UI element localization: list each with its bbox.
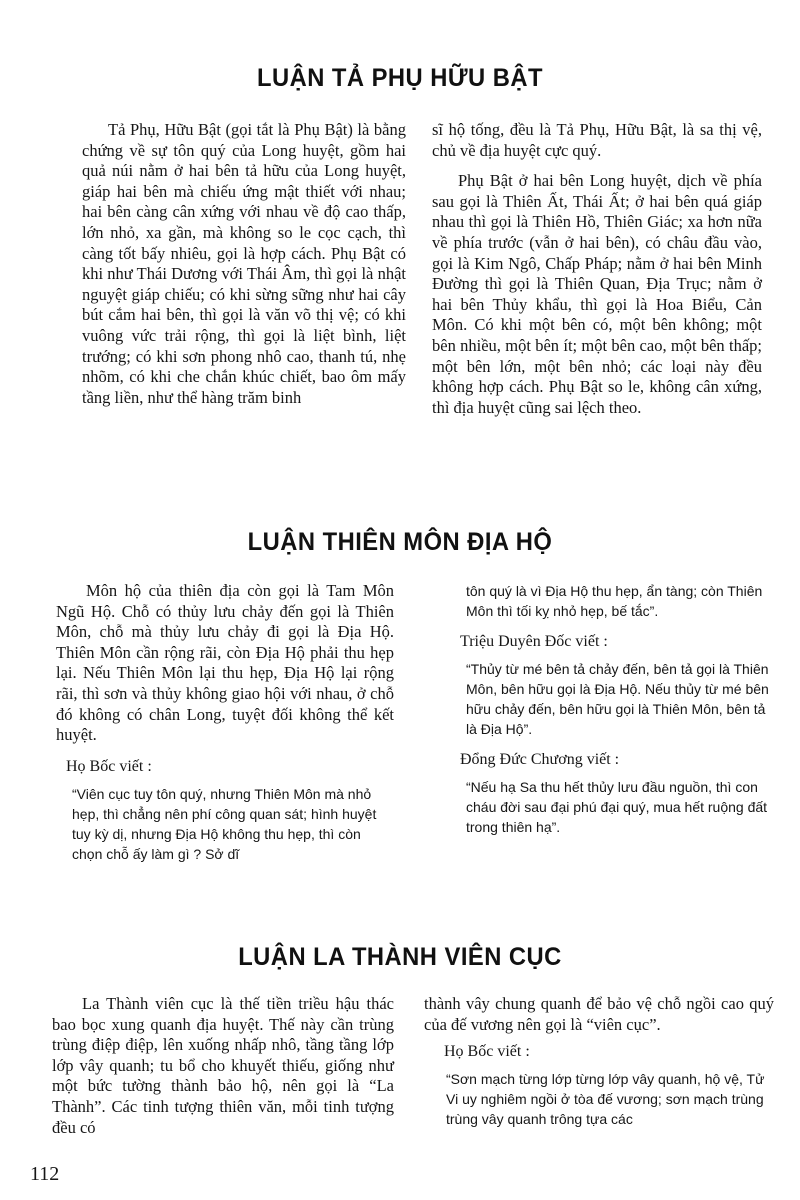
quote: “Viên cục tuy tôn quý, nhưng Thiên Môn mà nhỏ hẹp, thì chẳng nên phí công quan sát; hình huyệt tuy kỳ dị, nhưng Địa Hộ không thu hẹp, thì còn chọn chỗ ấy làm gì ? Sở dĩ xyxy=(72,785,377,862)
left-column xyxy=(56,581,394,864)
paragraph: Phụ Bật ở hai bên Long huyệt, dịch về phía sau gọi là Thiên Ất, Thái Ất; ở hai bên quá giáp nhau thì gọi là Thiên Hồ, Thiên Giác; xa hơn nữa về phía trước (vẫn ở hai bên), có châu đầu vào, gọi là Kim Ngô, Chấp Pháp; nằm ở hai bên Minh Đường thì gọi là Thiên Quan, Địa Trục; nằm ở hai bên Thủy khẩu, thì gọi là Hoa Biểu, Cản Môn. Có khi một bên có, một bên không; một bên nhiều, một bên ít; một bên cao, một bên thấp; một bên lớn, một bên nhỏ; các loại này đều không hợp cách. Phụ Bật so le, không cân xứng, thì địa huyệt cũng sai lệch theo. xyxy=(432,171,762,417)
section-title: LUẬN LA THÀNH VIÊN CỤC xyxy=(238,943,562,971)
section-title: LUẬN THIÊN MÔN ĐỊA HỘ xyxy=(247,528,553,556)
quote-author: Họ Bốc viết : xyxy=(66,757,152,775)
paragraph: thành vây chung quanh để bảo vệ chỗ ngồi cao quý của đế vương nên gọi là “viên cục”. xyxy=(424,994,774,1034)
paragraph: Tả Phụ, Hữu Bật (gọi tắt là Phụ Bật) là bằng chứng về sự tôn quý của Long huyệt, gồm hai quả núi nằm ở hai bên tả hữu của Long huyệt, giáp hai bên mà chiếu ứng mật thiết với nhau; hai bên càng cân xứng với nhau về độ cao thấp, lớn nhỏ, xa gần, mà không so le cọc cạch, thì càng tốt bấy nhiêu, gọi là hợp cách. Phụ Bật có khi như Thái Dương với Thái Âm, thì gọi là nhật nguyệt giáp chiếu; có khi sừng sững như hai cây bút cắm hai bên, thì gọi là văn võ thị vệ; có khi vuông vức trải rộng, thì gọi là liệt bình, liệt trướng; có khi sơn phong nhô cao, thanh tú, nhẹ nhõm, có khi che chắn khúc chiết, bao ôm mấy tầng liền, như thể hàng trăm binh xyxy=(82,120,406,407)
left-column xyxy=(82,120,406,408)
section-title: LUẬN TẢ PHỤ HỮU BẬT xyxy=(256,64,544,92)
left-column xyxy=(52,994,394,1138)
right-column xyxy=(424,994,774,1129)
paragraph: sĩ hộ tống, đều là Tả Phụ, Hữu Bật, là sa thị vệ, chủ về địa huyệt cực quý. xyxy=(432,120,762,160)
quote: “Sơn mạch từng lớp từng lớp vây quanh, hộ vệ, Tử Vi uy nghiêm ngồi ở tòa đế vương; sơn mạch trùng trùng vây quanh trông tựa các xyxy=(446,1071,765,1128)
paragraph: La Thành viên cục là thế tiền triều hậu thác bao bọc xung quanh địa huyệt. Thế này cần trùng trùng điệp điệp, lên xuống nhấp nhô, tầng tầng lớp lớp vây quanh; tu bổ cho khuyết thiếu, giống như một bức tường thành bảo hộ, nên gọi là “La Thành”. Các tinh tượng thiên văn, mỗi tinh tượng đều có xyxy=(52,994,394,1137)
quote: “Thủy từ mé bên tả chảy đến, bên tả gọi là Thiên Môn, bên hữu gọi là Địa Hộ. Nếu thủy từ mé bên hữu chảy đến, bên hữu gọi là Thiên Môn, bên tả là Địa Hộ”. xyxy=(466,661,769,737)
quote-author: Họ Bốc viết : xyxy=(444,1043,530,1061)
right-column xyxy=(432,120,762,418)
quote-author: Triệu Duyên Đốc viết : xyxy=(460,633,608,650)
page-number: 112 xyxy=(30,1163,60,1185)
right-column xyxy=(450,581,780,837)
quote: “Nếu hạ Sa thu hết thủy lưu đầu nguồn, thì con cháu đời sau đại phú đại quý, mua hết ruộng đất trong thiên hạ”. xyxy=(466,779,768,835)
quote-continued: tôn quý là vì Địa Hộ thu hẹp, ẩn tàng; còn Thiên Môn thì tối kỵ nhỏ hẹp, bế tắc”. xyxy=(466,583,763,619)
quote-author: Đổng Đức Chương viết : xyxy=(460,751,620,768)
paragraph: Môn hộ của thiên địa còn gọi là Tam Môn Ngũ Hộ. Chỗ có thủy lưu chảy đến gọi là Thiên Môn, chỗ mà thủy lưu chảy đi gọi là Địa Hộ. Thiên Môn cần rộng rãi, còn Địa Hộ phải thu hẹp lại. Nếu Thiên Môn lại thu hẹp, Địa Hộ lại rộng rãi, thì sơn và thủy không giao hội với nhau, ở chỗ đó không có chân Long, tuyệt đối không thể kết huyệt. xyxy=(56,581,394,745)
